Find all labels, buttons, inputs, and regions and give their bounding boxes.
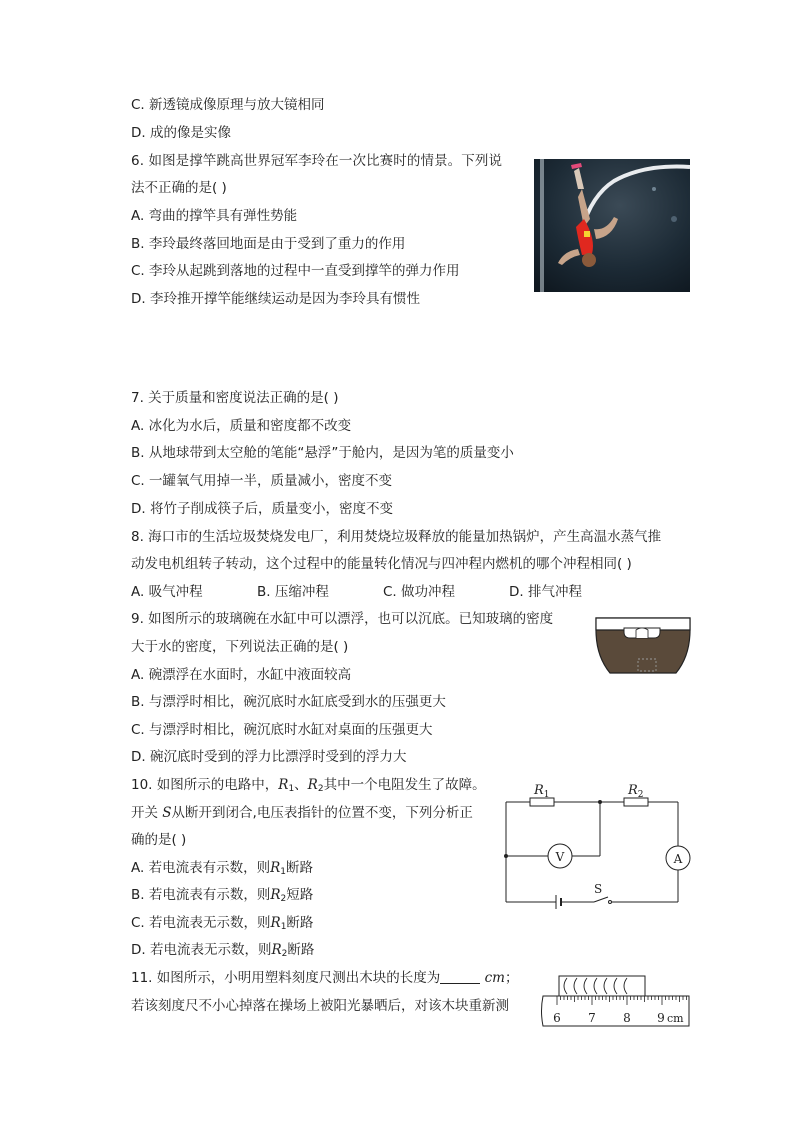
q10-stem-text-3: 开关 bbox=[131, 805, 163, 821]
r2-symbol: R bbox=[270, 887, 281, 903]
voltmeter-label: V bbox=[555, 850, 565, 864]
q8-stem-line1: 8. 海口市的生活垃圾焚烧发电厂，利用焚烧垃圾释放的能量加热锅炉，产生高温水蒸气推 bbox=[131, 529, 662, 545]
q8-stem-line2: 动发电机组转子转动，这个过程中的能量转化情况与四冲程内燃机的哪个冲程相同( ) bbox=[131, 556, 632, 572]
q10-option-a-text: A. 若电流表有示数，则 bbox=[131, 860, 271, 876]
q11-stem-line2: 若该刻度尺不小心掉落在操场上被阳光暴晒后，对该木块重新测 bbox=[131, 998, 509, 1014]
q7-option-c: C. 一罐氧气用掉一半，质量减小，密度不变 bbox=[131, 473, 393, 489]
q8-option-c: C. 做功冲程 bbox=[383, 584, 456, 600]
ruler-label-7: 7 bbox=[588, 1011, 596, 1025]
r2-subscript: 2 bbox=[281, 949, 288, 959]
q11-stem-line1 bbox=[131, 969, 518, 987]
q10-option-c bbox=[131, 914, 313, 936]
q5-option-d: D. 成的像是实像 bbox=[131, 125, 231, 141]
q10-option-b bbox=[131, 886, 313, 908]
q10-option-b-end: 短路 bbox=[286, 887, 314, 903]
q9-option-c: C. 与漂浮时相比，碗沉底时水缸对桌面的压强更大 bbox=[131, 722, 433, 738]
q7-option-d: D. 将竹子削成筷子后，质量变小，密度不变 bbox=[131, 501, 393, 517]
q10-option-c-text: C. 若电流表无示数，则 bbox=[131, 915, 271, 931]
ammeter-label: A bbox=[673, 852, 683, 866]
r1-symbol: R bbox=[270, 915, 281, 931]
q8-option-b: B. 压缩冲程 bbox=[257, 584, 329, 600]
unit-cm: cm bbox=[484, 970, 505, 986]
ruler-label-8: 8 bbox=[623, 1011, 631, 1025]
q9-option-d: D. 碗沉底时受到的浮力比漂浮时受到的浮力大 bbox=[131, 749, 407, 765]
answer-blank bbox=[440, 971, 480, 984]
q10-stem-text-4: 从断开到闭合,电压表指针的位置不变，下列分析正 bbox=[171, 805, 473, 821]
q10-stem-line2 bbox=[131, 804, 473, 822]
glass-bowl-tank-diagram bbox=[594, 616, 692, 676]
q10-option-a bbox=[131, 859, 313, 881]
q10-option-d-end: 断路 bbox=[287, 942, 315, 958]
ruler-label-9: 9 bbox=[657, 1011, 665, 1025]
q10-stem-text: 10. 如图所示的电路中， bbox=[131, 777, 279, 793]
q8-option-d: D. 排气冲程 bbox=[509, 584, 582, 600]
r1-symbol: R bbox=[278, 777, 289, 793]
r2-symbol: R bbox=[307, 777, 318, 793]
separator: 、 bbox=[294, 777, 308, 793]
q10-stem-line3: 确的是( ) bbox=[131, 832, 187, 848]
q6-option-c: C. 李玲从起跳到落地的过程中一直受到撑竿的弹力作用 bbox=[131, 263, 460, 279]
ruler-diagram bbox=[539, 974, 693, 1030]
r1-subscript: 1 bbox=[280, 922, 287, 932]
r2-subscript: 2 bbox=[280, 894, 287, 904]
ruler-label-6: 6 bbox=[553, 1011, 561, 1025]
r1-subscript: 1 bbox=[280, 867, 286, 877]
q11-punct: ； bbox=[504, 970, 519, 986]
q5-option-c: C. 新透镜成像原理与放大镜相同 bbox=[131, 97, 325, 113]
q11-stem-text: 11. 如图所示，小明用塑料刻度尺测出木块的长度为 bbox=[131, 970, 441, 986]
circuit-diagram bbox=[496, 778, 696, 914]
q6-stem-line2: 法不正确的是( ) bbox=[131, 180, 227, 196]
switch-symbol: S bbox=[162, 805, 172, 821]
q9-stem-line2: 大于水的密度，下列说法正确的是( ) bbox=[131, 639, 349, 655]
r1-subscript: 1 bbox=[288, 784, 295, 794]
q7-stem: 7. 关于质量和密度说法正确的是( ) bbox=[131, 390, 339, 406]
q7-option-b: B. 从地球带到太空舱的笔能“悬浮”于舱内，是因为笔的质量变小 bbox=[131, 445, 514, 461]
q6-option-d: D. 李玲推开撑竿能继续运动是因为李玲具有惯性 bbox=[131, 291, 420, 307]
switch-label: S bbox=[594, 882, 603, 896]
q6-option-a: A. 弯曲的撑竿具有弹性势能 bbox=[131, 208, 298, 224]
q8-option-a: A. 吸气冲程 bbox=[131, 584, 203, 600]
q9-option-a: A. 碗漂浮在水面时，水缸中液面较高 bbox=[131, 667, 352, 683]
r1-symbol: R bbox=[270, 860, 281, 876]
r2-subscript: 2 bbox=[317, 784, 324, 794]
q6-stem-line1: 6. 如图是撑竿跳高世界冠军李玲在一次比赛时的情景。下列说 bbox=[131, 153, 503, 169]
q9-option-b: B. 与漂浮时相比，碗沉底时水缸底受到水的压强更大 bbox=[131, 694, 446, 710]
q10-option-d bbox=[131, 941, 314, 963]
q10-stem-text-2: 其中一个电阻发生了故障。 bbox=[323, 777, 486, 793]
pole-vault-photo bbox=[534, 159, 690, 292]
q6-option-b: B. 李玲最终落回地面是由于受到了重力的作用 bbox=[131, 236, 406, 252]
q7-option-a: A. 冰化为水后，质量和密度都不改变 bbox=[131, 418, 352, 434]
q10-option-a-end: 断路 bbox=[286, 860, 313, 876]
q9-stem-line1: 9. 如图所示的玻璃碗在水缸中可以漂浮，也可以沉底。已知玻璃的密度 bbox=[131, 611, 554, 627]
ruler-unit: cm bbox=[667, 1012, 684, 1025]
q10-option-d-text: D. 若电流表无示数，则 bbox=[131, 942, 272, 958]
q10-option-c-end: 断路 bbox=[286, 915, 314, 931]
q10-stem-line1 bbox=[131, 776, 486, 798]
r1-label: $R_1$ bbox=[534, 783, 550, 800]
q10-option-b-text: B. 若电流表有示数，则 bbox=[131, 887, 271, 903]
r2-symbol: R bbox=[271, 942, 282, 958]
r2-label: $R_2$ bbox=[628, 783, 644, 800]
